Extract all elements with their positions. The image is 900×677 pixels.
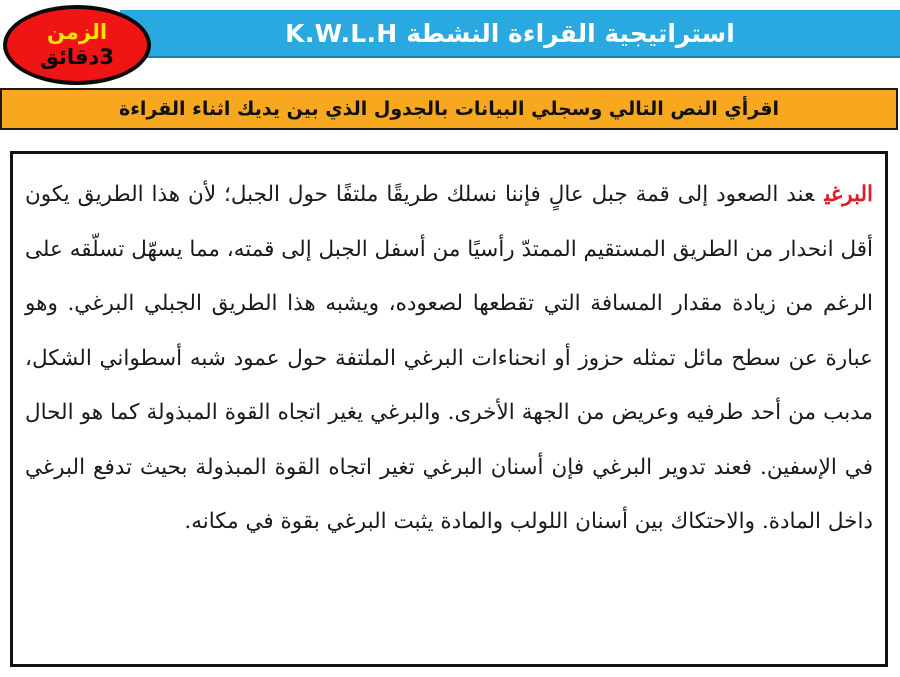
timer-badge bbox=[3, 5, 151, 85]
timer-label: الزمن bbox=[46, 20, 108, 44]
passage-paragraph bbox=[25, 168, 873, 550]
instruction-text: اقرأي النص التالي وسجلي البيانات بالجدول الذي بين يديك اثناء القراءة bbox=[118, 98, 780, 120]
passage-text: عند الصعود إلى قمة جبل عالٍ فإننا نسلك طريقًا ملتفًا حول الجبل؛ لأن هذا الطريق يكون أقل انحدار من الطريق المستقيم الممتدّ رأسيًا من أسفل الجبل إلى قمته، مما يسهّل تسلّقه على الرغم من زيادة مقدار المسافة التي تقطعها لصعوده، ويشبه هذا الطريق الجبلي البرغي. وهو عبارة عن سطح مائل تمثله حزوز أو انحناءات البرغي الملتفة حول عمود شبه أسطواني الشكل، مدبب من أحد طرفيه وعريض من الجهة الأخرى. والبرغي يغير اتجاه القوة المبذولة كما هو الحال في الإسفين. فعند تدوير البرغي فإن أسنان البرغي تغير اتجاه القوة المبذولة بحيث تدفع البرغي داخل المادة. والاحتكاك بين أسنان اللولب والمادة يثبت البرغي بقوة في مكانه. bbox=[25, 182, 873, 534]
timer-value: 3دقائق bbox=[40, 45, 114, 69]
title-bar bbox=[120, 10, 900, 58]
instruction-bar bbox=[0, 88, 898, 130]
passage-keyword: البرغي bbox=[824, 182, 873, 207]
reading-passage-box bbox=[10, 151, 888, 667]
page-title: استراتيجية القراءة النشطة K.W.L.H bbox=[285, 18, 735, 48]
